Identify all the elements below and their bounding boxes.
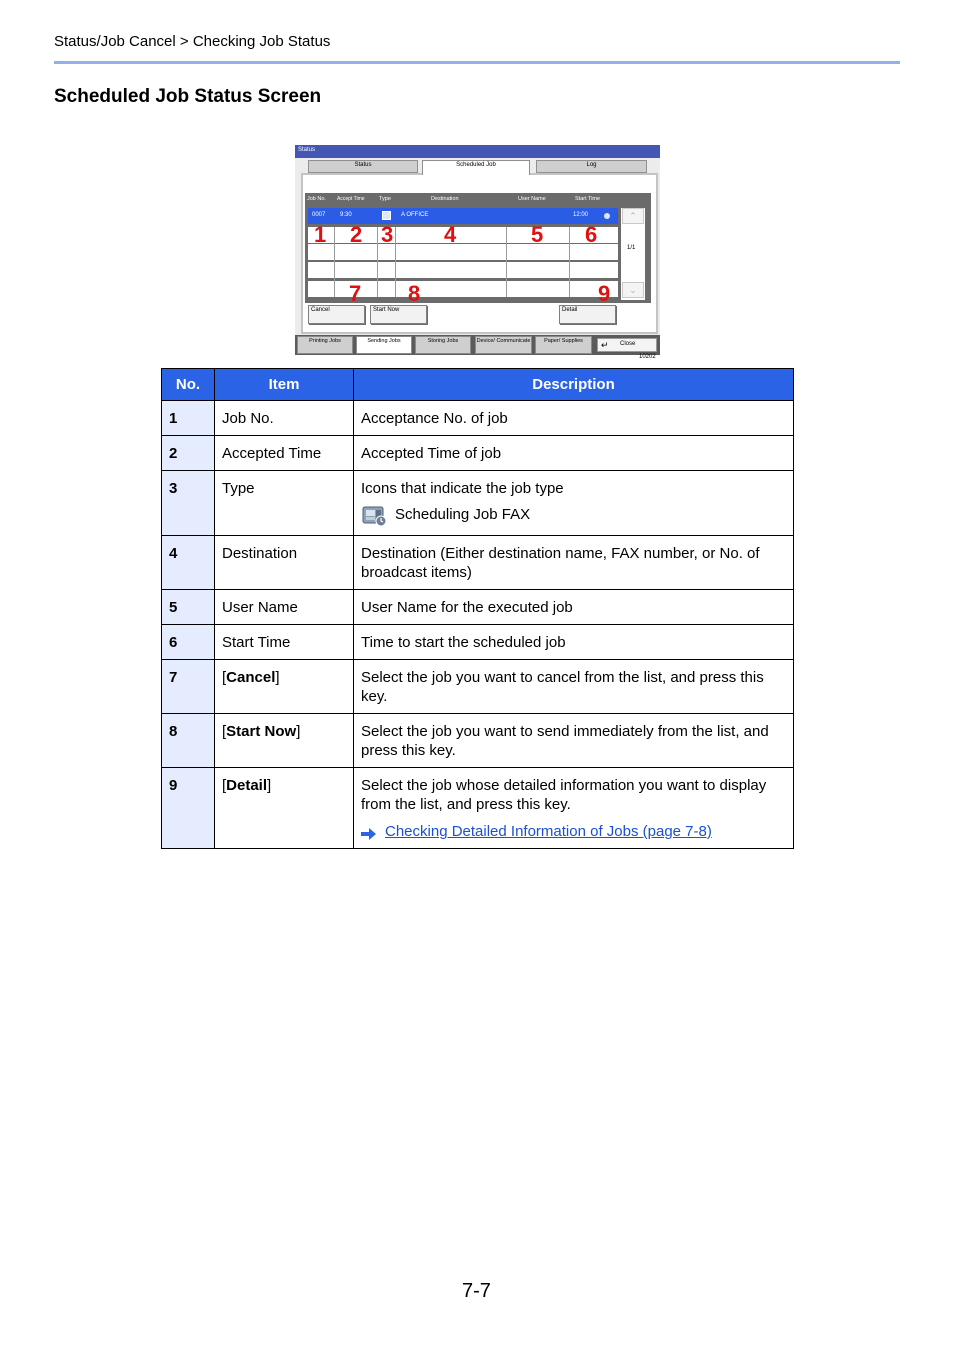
row-item <box>215 714 354 768</box>
tab-storing-jobs[interactable]: Storing Jobs <box>415 336 471 354</box>
table-row <box>162 714 794 768</box>
detail-button[interactable]: Detail <box>559 305 616 324</box>
tab-log[interactable]: Log <box>536 160 647 173</box>
header-rule <box>54 61 900 64</box>
close-label: Close <box>620 341 636 347</box>
bracket: [ <box>222 669 227 686</box>
callout-9: 9 <box>598 281 611 306</box>
row-item: User Name <box>215 590 354 625</box>
callout-7: 7 <box>349 281 362 306</box>
callout-6: 6 <box>585 222 598 247</box>
page-indicator: 1/1 <box>627 245 636 251</box>
row-description: Icons that indicate the job type <box>361 480 564 497</box>
callout-3: 3 <box>381 222 394 247</box>
column-divider <box>334 227 335 297</box>
tab-sending-jobs[interactable]: Sending Jobs <box>356 336 412 354</box>
row-description: Time to start the scheduled job <box>354 625 794 660</box>
bracket: [ <box>222 723 227 740</box>
description-table <box>161 368 794 849</box>
callout-5: 5 <box>531 222 544 247</box>
tab-device-communicate[interactable]: Device/ Communicate <box>475 336 532 354</box>
row-description: Acceptance No. of job <box>354 401 794 436</box>
col-header-start-time: Start Time <box>575 196 601 202</box>
col-header-type: Type <box>379 196 391 202</box>
tab-status[interactable]: Status <box>308 160 418 173</box>
device-screen-illustration <box>295 145 660 360</box>
table-row <box>162 436 794 471</box>
section-title: Scheduled Job Status Screen <box>54 86 322 107</box>
row-job-no: 0007 <box>312 212 326 218</box>
row-start-time: 12:00 <box>573 212 589 218</box>
column-divider <box>395 227 396 297</box>
table-header-row <box>162 369 794 401</box>
detail-info-link[interactable]: Checking Detailed Information of Jobs (page 7-8) <box>385 823 712 840</box>
row-description: Select the job you want to cancel from the list, and press this key. <box>354 660 794 714</box>
col-header-accept-time: Accept Time <box>337 196 365 202</box>
bracket: ] <box>267 777 272 794</box>
tab-printing-jobs[interactable]: Printing Jobs <box>297 336 353 354</box>
row-destination: A OFFICE <box>401 212 429 218</box>
row-number: 2 <box>162 436 215 471</box>
table-row <box>162 660 794 714</box>
bracket: ] <box>296 723 301 740</box>
cancel-button[interactable]: Cancel <box>308 305 365 324</box>
row-item: Start Time <box>215 625 354 660</box>
col-header-destination: Destination <box>431 196 459 202</box>
row-number: 1 <box>162 401 215 436</box>
table-row <box>162 536 794 590</box>
column-divider <box>506 227 507 297</box>
scroll-up-icon[interactable]: ⌃ <box>622 208 644 224</box>
screen-titlebar <box>295 145 660 158</box>
clock-icon <box>604 213 610 219</box>
empty-row[interactable] <box>308 262 618 278</box>
row-description: Select the job whose detailed information you want to display from the list, and press this key. <box>361 777 767 813</box>
bracket: ] <box>275 669 280 686</box>
key-name: Start Now <box>226 723 297 740</box>
return-icon: ↵ <box>601 340 609 350</box>
tab-scheduled-job[interactable]: Scheduled Job <box>422 160 530 175</box>
breadcrumb: Status/Job Cancel > Checking Job Status <box>54 33 331 50</box>
row-item <box>215 768 354 849</box>
start-now-button[interactable]: Start Now <box>370 305 427 324</box>
row-description: Select the job you want to send immediately from the list, and press this key. <box>354 714 794 768</box>
row-number: 4 <box>162 536 215 590</box>
row-description: Destination (Either destination name, FAX number, or No. of broadcast items) <box>354 536 794 590</box>
callout-8: 8 <box>408 281 421 306</box>
row-accept-time: 9:30 <box>340 212 352 218</box>
column-divider <box>569 227 570 297</box>
row-item: Accepted Time <box>215 436 354 471</box>
callout-2: 2 <box>350 222 363 247</box>
col-header-item: Item <box>215 369 354 401</box>
col-header-no: No. <box>162 369 215 401</box>
callout-1: 1 <box>314 222 327 247</box>
table-row <box>162 401 794 436</box>
row-item: Destination <box>215 536 354 590</box>
col-header-description: Description <box>354 369 794 401</box>
arrow-right-icon <box>361 826 377 838</box>
scheduling-fax-icon <box>361 502 387 528</box>
row-item: Type <box>215 471 354 536</box>
close-button[interactable] <box>597 338 657 352</box>
table-row <box>162 768 794 849</box>
row-number: 9 <box>162 768 215 849</box>
reference-link-line <box>361 822 786 841</box>
row-description-cell <box>354 471 794 536</box>
row-number: 7 <box>162 660 215 714</box>
column-divider <box>377 227 378 297</box>
page-number: 7-7 <box>462 1280 491 1302</box>
image-code: 10202 <box>639 354 656 360</box>
row-number: 8 <box>162 714 215 768</box>
tab-paper-supplies[interactable]: Paper/ Supplies <box>535 336 592 354</box>
table-row <box>162 471 794 536</box>
row-number: 3 <box>162 471 215 536</box>
row-description: User Name for the executed job <box>354 590 794 625</box>
row-item: Job No. <box>215 401 354 436</box>
key-name: Detail <box>226 777 268 794</box>
fax-job-icon <box>382 211 391 220</box>
screen-title: Status <box>298 147 316 153</box>
bracket: [ <box>222 777 227 794</box>
key-name: Cancel <box>226 669 276 686</box>
row-number: 6 <box>162 625 215 660</box>
row-number: 5 <box>162 590 215 625</box>
scroll-down-icon[interactable]: ⌄ <box>622 282 644 298</box>
row-description: Accepted Time of job <box>354 436 794 471</box>
icon-legend-label: Scheduling Job FAX <box>395 505 531 523</box>
table-row <box>162 590 794 625</box>
row-item <box>215 660 354 714</box>
table-row <box>162 625 794 660</box>
row-description-cell <box>354 768 794 849</box>
icon-legend <box>361 502 786 528</box>
col-header-user-name: User Name <box>518 196 546 202</box>
col-header-job-no: Job No. <box>307 196 326 202</box>
callout-4: 4 <box>444 222 457 247</box>
